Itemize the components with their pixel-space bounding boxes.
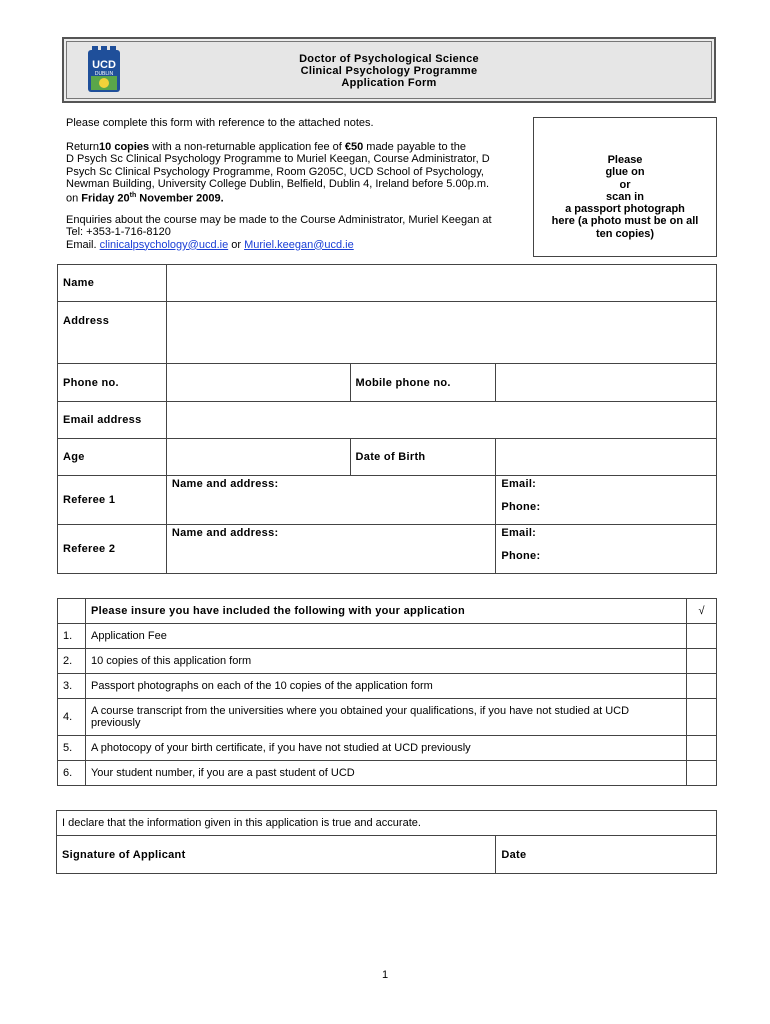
form-title-line1: Doctor of Psychological Science xyxy=(299,53,479,65)
dob-label: Date of Birth xyxy=(350,439,496,476)
mobile-label: Mobile phone no. xyxy=(350,364,496,402)
checklist-heading: Please insure you have included the following with your application xyxy=(85,599,686,624)
mobile-field[interactable] xyxy=(496,364,717,402)
personal-details-table xyxy=(57,264,717,574)
declaration-text: I declare that the information given in this application is true and accurate. xyxy=(57,811,717,836)
intro-paragraph-2: Return10 copies with a non-returnable application fee of €50 made payable to the D Psych Sc Clinical Psychology Programme to Muriel Keegan, Course Administrator, D Psych Sc Clinical Psychology Programme, Room G205C, UCD School of Psychology, Newman Building, University College Dublin, Belfield, Dublin 4, Ireland before 5.00p.m. on Friday 20th November 2009. xyxy=(66,141,490,205)
signature-field[interactable]: Signature of Applicant xyxy=(57,836,496,874)
referee2-name-address-field[interactable]: Name and address: xyxy=(166,525,495,574)
checklist-item-num: 5. xyxy=(58,736,86,761)
referee2-contact-field[interactable]: Email: Phone: xyxy=(496,525,717,574)
checklist-table xyxy=(57,598,717,786)
checklist-item-num: 1. xyxy=(58,624,86,649)
checklist-tick-box[interactable] xyxy=(687,761,717,786)
age-field[interactable] xyxy=(166,439,350,476)
checklist-tick-box[interactable] xyxy=(687,674,717,699)
dob-field[interactable] xyxy=(496,439,717,476)
checklist-item-text: Passport photographs on each of the 10 copies of the application form xyxy=(85,674,686,699)
referee1-name-address-field[interactable]: Name and address: xyxy=(166,476,495,525)
checklist-tick-box[interactable] xyxy=(687,649,717,674)
checklist-tick-box[interactable] xyxy=(687,736,717,761)
email-label: Email address xyxy=(58,402,167,439)
checklist-item-num: 4. xyxy=(58,699,86,736)
address-label: Address xyxy=(58,302,167,364)
checklist-item-num: 3. xyxy=(58,674,86,699)
referee1-contact-field[interactable]: Email: Phone: xyxy=(496,476,717,525)
phone-label: Phone no. xyxy=(58,364,167,402)
age-label: Age xyxy=(58,439,167,476)
referee1-label: Referee 1 xyxy=(58,476,167,525)
address-field[interactable] xyxy=(166,302,716,364)
name-label: Name xyxy=(58,265,167,302)
date-field[interactable]: Date xyxy=(496,836,717,874)
email-field[interactable] xyxy=(166,402,716,439)
form-title-line3: Application Form xyxy=(341,77,437,89)
email-link-muriel[interactable]: Muriel.keegan@ucd.ie xyxy=(244,238,354,251)
intro-paragraph-3: Enquiries about the course may be made to the Course Administrator, Muriel Keegan at Tel: +353-1-716-8120 Email. clinicalpsychology@ucd.ie or Muriel.keegan@ucd.ie xyxy=(66,214,492,251)
email-link-clinical[interactable]: clinicalpsychology@ucd.ie xyxy=(99,238,229,251)
checklist-item-text: 10 copies of this application form xyxy=(85,649,686,674)
intro-paragraph-1: Please complete this form with reference to the attached notes. xyxy=(66,117,374,129)
checklist-item-text: A course transcript from the universities where you obtained your qualifications, if you have not studied at UCD previously xyxy=(85,699,686,736)
svg-text:DUBLIN: DUBLIN xyxy=(94,71,114,77)
tick-header: √ xyxy=(687,599,717,624)
referee2-label: Referee 2 xyxy=(58,525,167,574)
checklist-tick-box[interactable] xyxy=(687,624,717,649)
checklist-item-num: 6. xyxy=(58,761,86,786)
name-field[interactable] xyxy=(166,265,716,302)
page-number: 1 xyxy=(381,969,389,981)
passport-photo-box[interactable]: Please glue on or scan in a passport photograph here (a photo must be on all ten copies) xyxy=(533,117,717,257)
checklist-item-text: A photocopy of your birth certificate, if you have not studied at UCD previously xyxy=(85,736,686,761)
checklist-item-num: 2. xyxy=(58,649,86,674)
form-title-line2: Clinical Psychology Programme xyxy=(300,65,478,77)
checklist-item-text: Application Fee xyxy=(85,624,686,649)
checklist-tick-box[interactable] xyxy=(687,699,717,736)
checklist-item-text: Your student number, if you are a past student of UCD xyxy=(85,761,686,786)
phone-field[interactable] xyxy=(166,364,350,402)
declaration-table xyxy=(56,810,717,874)
svg-text:UCD: UCD xyxy=(92,59,116,71)
